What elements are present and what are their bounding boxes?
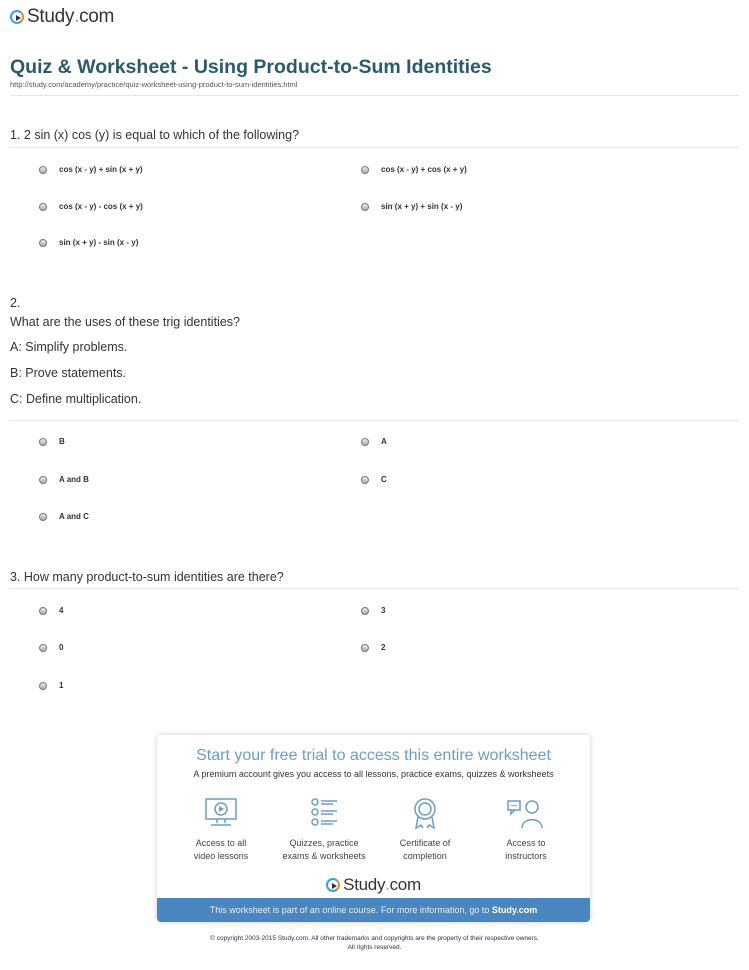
option-label: A and C bbox=[59, 512, 89, 521]
q2-option-4[interactable] bbox=[361, 475, 387, 484]
radio-button[interactable] bbox=[39, 644, 47, 652]
video-monitor-icon bbox=[204, 797, 238, 829]
divider bbox=[10, 588, 739, 589]
play-logo-icon bbox=[10, 10, 24, 24]
option-label: 4 bbox=[59, 606, 64, 615]
radio-button[interactable] bbox=[361, 438, 369, 446]
feature-label-2: completion bbox=[403, 851, 447, 861]
divider bbox=[10, 95, 739, 96]
radio-button[interactable] bbox=[361, 644, 369, 652]
q2-option-1[interactable] bbox=[39, 437, 65, 446]
radio-button[interactable] bbox=[361, 166, 369, 174]
option-label: sin (x + y) + sin (x - y) bbox=[381, 202, 463, 211]
promo-logo[interactable] bbox=[157, 875, 590, 895]
play-logo-icon bbox=[326, 878, 340, 892]
q1-option-5[interactable] bbox=[39, 238, 138, 247]
study-link[interactable]: Study.com bbox=[491, 905, 538, 915]
promo-title: Start your free trial to access this entire worksheet bbox=[196, 747, 551, 764]
checklist-icon bbox=[307, 797, 341, 829]
study-logo[interactable] bbox=[10, 6, 114, 28]
q1-option-4[interactable] bbox=[361, 202, 462, 211]
feature-label-1: Access to all bbox=[195, 838, 247, 848]
copyright-line: © copyright 2003-2015 Study.com. All other trademarks and copyrights are the property of their respective owners. bbox=[210, 935, 539, 942]
option-label: C bbox=[381, 475, 387, 484]
feature-video-lessons bbox=[171, 797, 271, 863]
feature-label-1: Access to bbox=[506, 838, 546, 848]
option-label: A and B bbox=[59, 475, 89, 484]
radio-button[interactable] bbox=[39, 203, 47, 211]
copyright-footer bbox=[0, 934, 749, 952]
option-label: sin (x + y) - sin (x - y) bbox=[59, 238, 139, 247]
page-url: http://study.com/academy/practice/quiz-worksheet-using-product-to-sum-identities.html bbox=[10, 80, 298, 89]
question-2-number: 2. bbox=[10, 296, 21, 310]
statement-b: B: Prove statements. bbox=[10, 366, 127, 380]
feature-label-1: Certificate of bbox=[399, 838, 451, 848]
feature-label-2: exams & worksheets bbox=[282, 851, 366, 861]
option-label: cos (x - y) - cos (x + y) bbox=[59, 202, 143, 211]
option-label: B bbox=[59, 437, 65, 446]
certificate-ribbon-icon bbox=[408, 797, 442, 829]
feature-label-2: instructors bbox=[505, 851, 547, 861]
q3-option-1[interactable] bbox=[39, 606, 63, 615]
feature-label-1: Quizzes, practice bbox=[289, 838, 359, 848]
divider bbox=[10, 147, 739, 148]
question-2-text: What are the uses of these trig identities? bbox=[10, 315, 240, 329]
radio-button[interactable] bbox=[39, 607, 47, 615]
page-title: Quiz & Worksheet - Using Product-to-Sum Identities bbox=[10, 56, 492, 78]
info-bar-text: This worksheet is part of an online course. For more information, go to bbox=[209, 905, 490, 915]
rights-line: All rights reserved. bbox=[347, 944, 402, 951]
question-3-text: 3. How many product-to-sum identities are there? bbox=[10, 570, 284, 584]
option-label: A bbox=[381, 437, 387, 446]
option-label: cos (x - y) + sin (x + y) bbox=[59, 165, 143, 174]
logo-dot: . bbox=[385, 875, 390, 894]
logo-com: com bbox=[389, 875, 421, 894]
q3-option-3[interactable] bbox=[39, 643, 63, 652]
feature-quizzes bbox=[274, 797, 374, 863]
option-label: 3 bbox=[381, 606, 386, 615]
logo-text: Study bbox=[27, 6, 75, 27]
option-label: 2 bbox=[381, 643, 386, 652]
q1-option-3[interactable] bbox=[39, 202, 143, 211]
q2-option-3[interactable] bbox=[39, 475, 89, 484]
divider bbox=[10, 420, 739, 421]
radio-button[interactable] bbox=[361, 607, 369, 615]
promo-subtitle: A premium account gives you access to all lessons, practice exams, quizzes & worksheets bbox=[193, 769, 554, 779]
radio-button[interactable] bbox=[39, 476, 47, 484]
radio-button[interactable] bbox=[39, 166, 47, 174]
radio-button[interactable] bbox=[39, 239, 47, 247]
info-bar bbox=[157, 898, 590, 922]
radio-button[interactable] bbox=[361, 203, 369, 211]
q1-option-2[interactable] bbox=[361, 165, 467, 174]
option-label: cos (x - y) + cos (x + y) bbox=[381, 165, 467, 174]
logo-text: Study bbox=[343, 875, 386, 894]
statement-a: A: Simplify problems. bbox=[10, 340, 128, 354]
radio-button[interactable] bbox=[39, 682, 47, 690]
statement-c: C: Define multiplication. bbox=[10, 392, 142, 406]
option-label: 1 bbox=[59, 681, 64, 690]
radio-button[interactable] bbox=[39, 438, 47, 446]
q1-option-1[interactable] bbox=[39, 165, 143, 174]
option-label: 0 bbox=[59, 643, 64, 652]
logo-dot: . bbox=[74, 6, 80, 27]
radio-button[interactable] bbox=[39, 513, 47, 521]
q2-option-5[interactable] bbox=[39, 512, 89, 521]
logo-com: com bbox=[79, 6, 115, 27]
q3-option-5[interactable] bbox=[39, 681, 63, 690]
feature-certificate bbox=[375, 797, 475, 863]
feature-instructors bbox=[476, 797, 576, 863]
q3-option-2[interactable] bbox=[361, 606, 385, 615]
radio-button[interactable] bbox=[361, 476, 369, 484]
q3-option-4[interactable] bbox=[361, 643, 385, 652]
feature-label-2: video lessons bbox=[193, 851, 249, 861]
instructor-chat-icon bbox=[506, 797, 546, 829]
question-1-text: 1. 2 sin (x) cos (y) is equal to which of the following? bbox=[10, 128, 300, 142]
free-trial-promo bbox=[157, 735, 590, 922]
q2-option-2[interactable] bbox=[361, 437, 387, 446]
